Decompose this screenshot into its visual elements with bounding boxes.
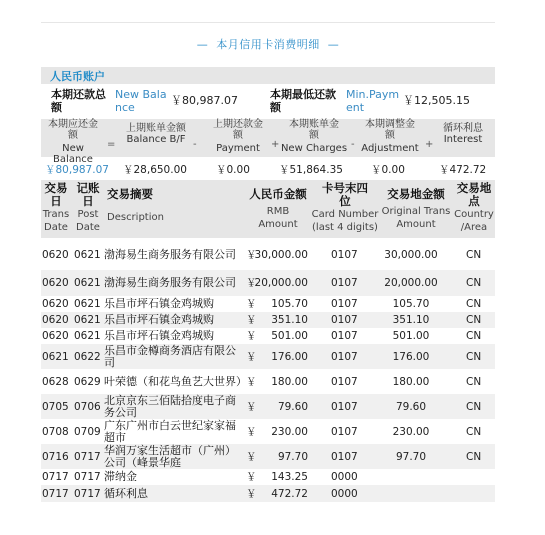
table-row (41, 312, 495, 328)
description: 乐昌市坪石镇金鸡城购 (104, 313, 214, 326)
table-row (41, 270, 495, 296)
original-amount: 230.00 (392, 425, 430, 438)
calc-op: - (351, 139, 355, 150)
rmb-value: 97.70 (277, 450, 308, 463)
rmb-value: 20,000.00 (254, 277, 308, 289)
col-cn: 交易地金额 (387, 187, 445, 201)
country: CN (466, 248, 482, 261)
original-amount: 180.00 (392, 375, 430, 388)
original-amount: 20,000.00 (384, 277, 438, 289)
heading-dash-right: — (327, 38, 340, 51)
yen-sign: ￥ (246, 350, 257, 363)
calc-op: - (193, 139, 197, 150)
col-en: Country /Area (454, 209, 494, 233)
table-row (41, 485, 495, 502)
rmb-amount (246, 351, 308, 363)
country: CN (466, 450, 482, 463)
table-row (41, 328, 495, 344)
description: 渤海易生商务服务有限公司 (104, 276, 236, 289)
balance-value: ￥80,987.07 (171, 94, 238, 107)
trans-date: 0620 (42, 298, 69, 310)
description: 乐昌市坪石镇金鸡城购 (104, 297, 214, 310)
original-amount: 501.00 (392, 330, 430, 342)
col-cn: 卡号末四位 (322, 181, 368, 208)
calc-col-cn: 上期还款金额 (213, 119, 263, 141)
post-date: 0621 (74, 314, 101, 326)
country: CN (466, 375, 482, 388)
calc-col-en: Payment (216, 143, 260, 154)
rmb-value: 79.60 (277, 400, 308, 413)
balance-label: 本期还款总额 (51, 88, 106, 114)
yen-sign: ￥ (246, 248, 257, 261)
card-last4: 0107 (331, 248, 358, 261)
description: 循环利息 (104, 486, 148, 500)
balance-en-label: New Balance (115, 88, 167, 114)
description: 乐昌市坪石镇金鸡城购 (104, 329, 214, 342)
rmb-value: 30,000.00 (254, 248, 308, 261)
post-date: 0717 (74, 487, 101, 500)
col-description (107, 188, 187, 224)
calc-col-cn: 本期应还金额 (48, 119, 98, 141)
yen-sign: ￥ (246, 375, 257, 388)
trans-date: 0620 (42, 314, 69, 326)
minpay-value: ￥12,505.15 (403, 94, 470, 107)
post-date: 0717 (74, 471, 101, 483)
rmb-value: 105.70 (271, 298, 308, 310)
country: CN (466, 400, 482, 413)
rmb-amount (246, 314, 308, 326)
table-row (41, 394, 495, 419)
summary-row (41, 86, 495, 118)
calc-col-en: Balance B/F (126, 134, 186, 145)
col-cn: 记账日 (76, 181, 100, 208)
minpay-en-label: Min.Payment (346, 88, 400, 114)
table-row (41, 239, 495, 270)
rmb-amount (246, 376, 308, 388)
rmb-amount (246, 471, 308, 483)
yen-sign: ￥ (246, 277, 257, 289)
table-row (41, 296, 495, 312)
col-en: RMB Amount (258, 206, 298, 230)
calc-value-interest: ￥472.72 (439, 164, 487, 176)
yen-sign: ￥ (246, 330, 257, 342)
calc-col-en: New Charges (280, 143, 348, 154)
trans-date: 0717 (42, 471, 69, 483)
calc-op: + (425, 139, 434, 150)
yen-sign: ￥ (246, 450, 257, 463)
post-date: 0709 (74, 425, 101, 438)
card-last4: 0107 (331, 277, 358, 289)
trans-date: 0628 (42, 375, 69, 388)
table-row (41, 419, 495, 444)
rmb-amount (246, 298, 308, 310)
col-cn: 交易地点 (456, 181, 492, 208)
post-date: 0717 (74, 450, 101, 463)
description: 广东广州市白云世纪家家福超市 (104, 418, 236, 444)
trans-date: 0716 (42, 450, 69, 463)
table-row (41, 344, 495, 369)
trans-date: 0620 (42, 277, 69, 289)
post-date: 0621 (74, 248, 101, 261)
original-amount: 79.60 (395, 400, 427, 413)
calc-col-adjustment (357, 119, 423, 154)
card-last4: 0107 (331, 298, 358, 310)
rmb-amount (246, 277, 308, 289)
statement-heading (41, 36, 495, 52)
calc-op: = (107, 139, 116, 150)
col-card-number (311, 182, 379, 234)
card-last4: 0000 (331, 471, 358, 483)
card-last4: 0107 (331, 350, 358, 363)
original-amount: 105.70 (392, 298, 430, 310)
trans-date: 0705 (42, 400, 69, 413)
table-row (41, 469, 495, 485)
post-date: 0621 (74, 277, 101, 289)
original-amount: 30,000.00 (384, 248, 438, 261)
col-trans-date (41, 182, 71, 234)
description: 华润万家生活超市（广州）公司（峰景华庭 (104, 443, 236, 469)
col-rmb-amount (246, 188, 310, 231)
yen-sign: ￥ (246, 471, 257, 483)
country: CN (466, 314, 482, 326)
description: 渤海易生商务服务有限公司 (104, 247, 236, 261)
col-cn: 交易摘要 (107, 187, 153, 201)
calc-value-new-balance: ￥80,987.07 (45, 164, 109, 176)
rmb-value: 180.00 (271, 375, 308, 388)
col-cn: 交易日 (44, 181, 68, 208)
table-row (41, 369, 495, 394)
card-last4: 0107 (331, 450, 358, 463)
minpay-label: 本期最低还款额 (270, 88, 336, 114)
calc-header (41, 119, 495, 165)
account-bar (41, 67, 495, 84)
card-last4: 0107 (331, 314, 358, 326)
col-post-date (73, 182, 103, 234)
col-en: Card Number (last 4 digits) (311, 209, 379, 233)
calc-op: + (271, 139, 280, 150)
post-date: 0621 (74, 298, 101, 310)
original-amount: 351.10 (392, 314, 430, 326)
description: 叶荣德（和花鸟鱼艺大世界） (104, 374, 247, 388)
rmb-amount (246, 451, 308, 463)
card-last4: 0107 (331, 330, 358, 342)
calc-value-adjustment: ￥0.00 (371, 164, 405, 176)
rmb-amount (246, 426, 308, 438)
card-last4: 0107 (331, 425, 358, 438)
calc-col-cn: 本期调整金额 (365, 119, 415, 141)
rmb-value: 472.72 (271, 487, 308, 500)
rmb-value: 501.00 (271, 330, 308, 342)
col-cn: 人民币金额 (249, 187, 307, 201)
country: CN (466, 350, 482, 363)
account-title: 人民币账户 (50, 70, 105, 83)
calc-values (41, 159, 495, 177)
description: 乐昌市金樽商务酒店有限公司 (104, 343, 236, 369)
table-header (41, 180, 495, 238)
rmb-value: 143.25 (271, 471, 308, 483)
calc-col-new-charges (279, 119, 349, 154)
calc-col-en: New Balance (53, 143, 93, 165)
rmb-value: 230.00 (271, 425, 308, 438)
heading-dash-left: — (196, 38, 209, 51)
trans-date: 0620 (42, 248, 69, 261)
calc-col-cn: 上期账单金额 (126, 123, 186, 134)
col-en: Post Date (76, 209, 100, 233)
calc-value-new-charges: ￥51,864.35 (279, 164, 343, 176)
rmb-value: 351.10 (271, 314, 308, 326)
table-row (41, 444, 495, 469)
post-date: 0629 (74, 375, 101, 388)
col-en: Description (107, 212, 164, 223)
calc-value-payment: ￥0.00 (216, 164, 250, 176)
calc-col-en: Interest (443, 134, 483, 145)
country: CN (466, 425, 482, 438)
heading-title: 本月信用卡消费明细 (216, 38, 320, 51)
rmb-value: 176.00 (271, 350, 308, 363)
yen-sign: ￥ (246, 298, 257, 310)
calc-col-cn: 本期账单金额 (289, 119, 339, 141)
original-amount: 176.00 (392, 350, 430, 363)
description: 北京京东三佰陆拾度电子商务公司 (104, 393, 236, 419)
country: CN (466, 298, 482, 310)
calc-col-cn: 循环利息 (443, 123, 483, 134)
yen-sign: ￥ (246, 314, 257, 326)
card-last4: 0107 (331, 375, 358, 388)
post-date: 0706 (74, 400, 101, 413)
calc-col-balance-bf (115, 123, 197, 145)
trans-date: 0708 (42, 425, 69, 438)
calc-col-en: Adjustment (361, 143, 419, 154)
col-country (453, 182, 495, 234)
country: CN (466, 277, 482, 289)
card-last4: 0000 (331, 487, 358, 500)
calc-value-balance-bf: ￥28,650.00 (123, 164, 187, 176)
trans-date: 0621 (42, 350, 69, 363)
col-en: Original Trans Amount (381, 206, 451, 230)
col-en: Trans Date (42, 209, 70, 233)
post-date: 0621 (74, 330, 101, 342)
rmb-amount (246, 401, 308, 413)
calc-col-payment (203, 119, 273, 154)
country: CN (466, 330, 482, 342)
rmb-amount (246, 488, 308, 500)
yen-sign: ￥ (246, 487, 257, 500)
card-last4: 0107 (331, 400, 358, 413)
trans-date: 0620 (42, 330, 69, 342)
rmb-amount (246, 330, 308, 342)
top-divider (41, 22, 495, 23)
original-amount: 97.70 (395, 450, 427, 463)
post-date: 0622 (74, 350, 101, 363)
calc-col-interest (433, 123, 493, 145)
yen-sign: ￥ (246, 400, 257, 413)
description: 滞纳金 (104, 470, 137, 483)
trans-date: 0717 (42, 487, 69, 500)
rmb-amount (246, 249, 308, 261)
col-original-amount (377, 188, 455, 231)
yen-sign: ￥ (246, 425, 257, 438)
